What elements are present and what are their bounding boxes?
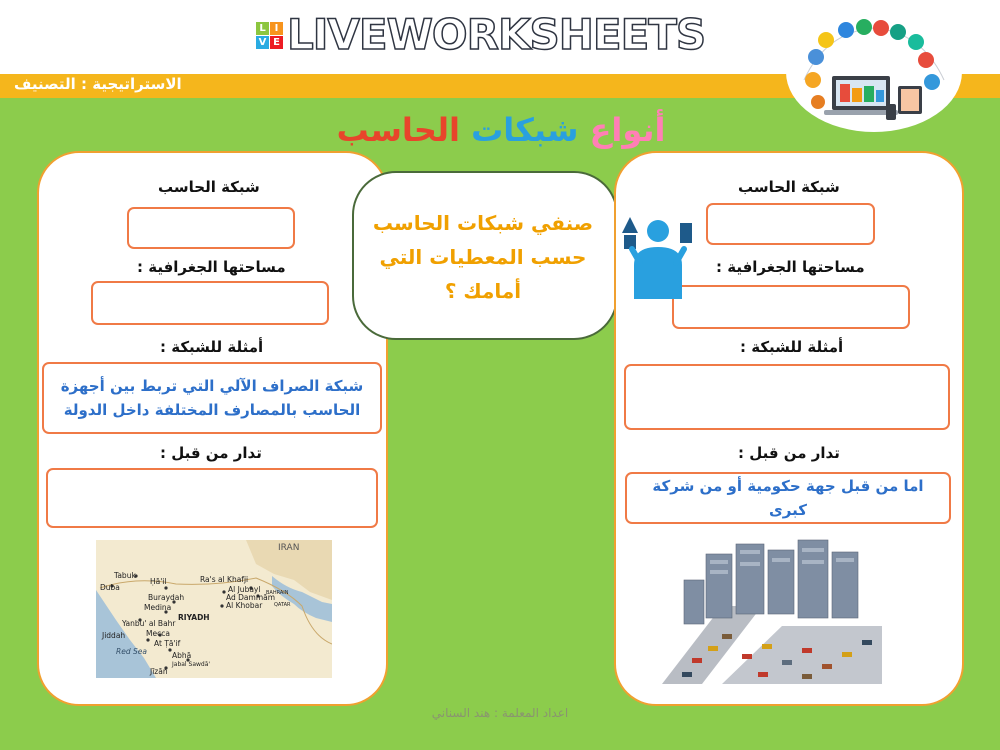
chart-icon bbox=[856, 19, 872, 35]
map-label: Duba bbox=[100, 583, 120, 592]
map-label: Buraydah bbox=[148, 593, 185, 602]
city-traffic-image bbox=[662, 536, 882, 684]
mail-icon bbox=[805, 72, 821, 88]
right-area-label: مساحتها الجغرافية : bbox=[716, 258, 865, 276]
left-network-answer-box[interactable] bbox=[127, 207, 295, 249]
phone-icon bbox=[886, 104, 896, 120]
sound-icon bbox=[890, 24, 906, 40]
strategy-label: الاستراتيجية : التصنيف bbox=[14, 75, 182, 93]
left-managed-answer-box[interactable] bbox=[46, 468, 378, 528]
play-icon bbox=[873, 20, 889, 36]
right-managed-box[interactable]: اما من قبل جهة حكومية أو من شركة كبرى bbox=[625, 472, 951, 524]
student-icon bbox=[620, 213, 696, 299]
map-label: Red Sea bbox=[116, 647, 147, 656]
right-managed-label: تدار من قبل : bbox=[738, 444, 840, 462]
map-label: RIYADH bbox=[178, 613, 210, 622]
right-area-answer-box[interactable] bbox=[672, 285, 910, 329]
mail-icon bbox=[811, 95, 825, 109]
logo-grid bbox=[256, 22, 283, 49]
saudi-arabia-map bbox=[96, 540, 332, 678]
title-word-computer: الحاسب bbox=[336, 111, 460, 149]
right-examples-answer-box[interactable] bbox=[624, 364, 950, 430]
camera-icon bbox=[908, 34, 924, 50]
right-examples-label: أمثلة للشبكة : bbox=[740, 338, 844, 356]
map-label: Tabuk bbox=[114, 571, 136, 580]
question-text: صنفي شبكات الحاسب حسب المعطيات التي أمامك ؟ bbox=[372, 211, 594, 303]
left-area-label: مساحتها الجغرافية : bbox=[137, 258, 286, 276]
security-icon bbox=[918, 52, 934, 68]
right-network-answer-box[interactable] bbox=[706, 203, 875, 245]
map-label: Medina bbox=[144, 603, 172, 612]
map-label: Al Khobar bbox=[226, 601, 263, 610]
technology-illustration bbox=[786, 12, 962, 132]
map-label: Ad Dammām bbox=[226, 593, 276, 602]
monitor-icon bbox=[924, 74, 940, 90]
liveworksheets-logo bbox=[256, 8, 705, 62]
map-label: Jabal Sawdā' bbox=[172, 661, 211, 668]
student-icon-graphic bbox=[620, 213, 696, 299]
left-area-answer-box[interactable] bbox=[91, 281, 329, 325]
map-label: Ḥā'il bbox=[150, 577, 167, 586]
map-label: Jiddah bbox=[102, 631, 126, 640]
map-label: Abhā bbox=[172, 651, 192, 660]
map-label: Mecca bbox=[146, 629, 170, 638]
logo-letter: I bbox=[270, 22, 283, 35]
globe-icon bbox=[838, 22, 854, 38]
page-title bbox=[336, 108, 666, 152]
map-label: Ra's al Khafji bbox=[200, 575, 249, 584]
teacher-credit: اعداد المعلمة : هند السناني bbox=[431, 706, 569, 720]
search-icon bbox=[808, 49, 824, 65]
right-network-label: شبكة الحاسب bbox=[738, 178, 840, 196]
settings-icon bbox=[818, 32, 834, 48]
map-label: Jīzān bbox=[150, 667, 168, 676]
logo-letter: E bbox=[270, 36, 283, 49]
left-managed-label: تدار من قبل : bbox=[160, 444, 262, 462]
city-graphic bbox=[662, 536, 882, 684]
map-label: Yanbu' al Bahr bbox=[122, 619, 176, 628]
title-word-networks: شبكات bbox=[471, 111, 579, 149]
left-examples-label: أمثلة للشبكة : bbox=[160, 338, 264, 356]
logo-letter: V bbox=[256, 36, 269, 49]
map-label: At Ṭā'if bbox=[154, 639, 181, 648]
title-word-types: أنواع bbox=[589, 111, 666, 149]
logo-letter: L bbox=[256, 22, 269, 35]
technology-icons bbox=[786, 12, 962, 132]
map-label: BAHRAIN bbox=[266, 590, 289, 596]
map-label: Al Jubayl bbox=[228, 585, 261, 594]
map-graphic bbox=[96, 540, 332, 678]
map-label: IRAN bbox=[278, 543, 300, 553]
left-examples-box[interactable]: شبكة الصراف الآلي التي تربط بين أجهزة الحاسب بالمصارف المختلفة داخل الدولة bbox=[42, 362, 382, 434]
map-label: QATAR bbox=[274, 602, 291, 608]
left-network-label: شبكة الحاسب bbox=[158, 178, 260, 196]
logo-text: LIVEWORKSHEETS bbox=[287, 10, 706, 59]
